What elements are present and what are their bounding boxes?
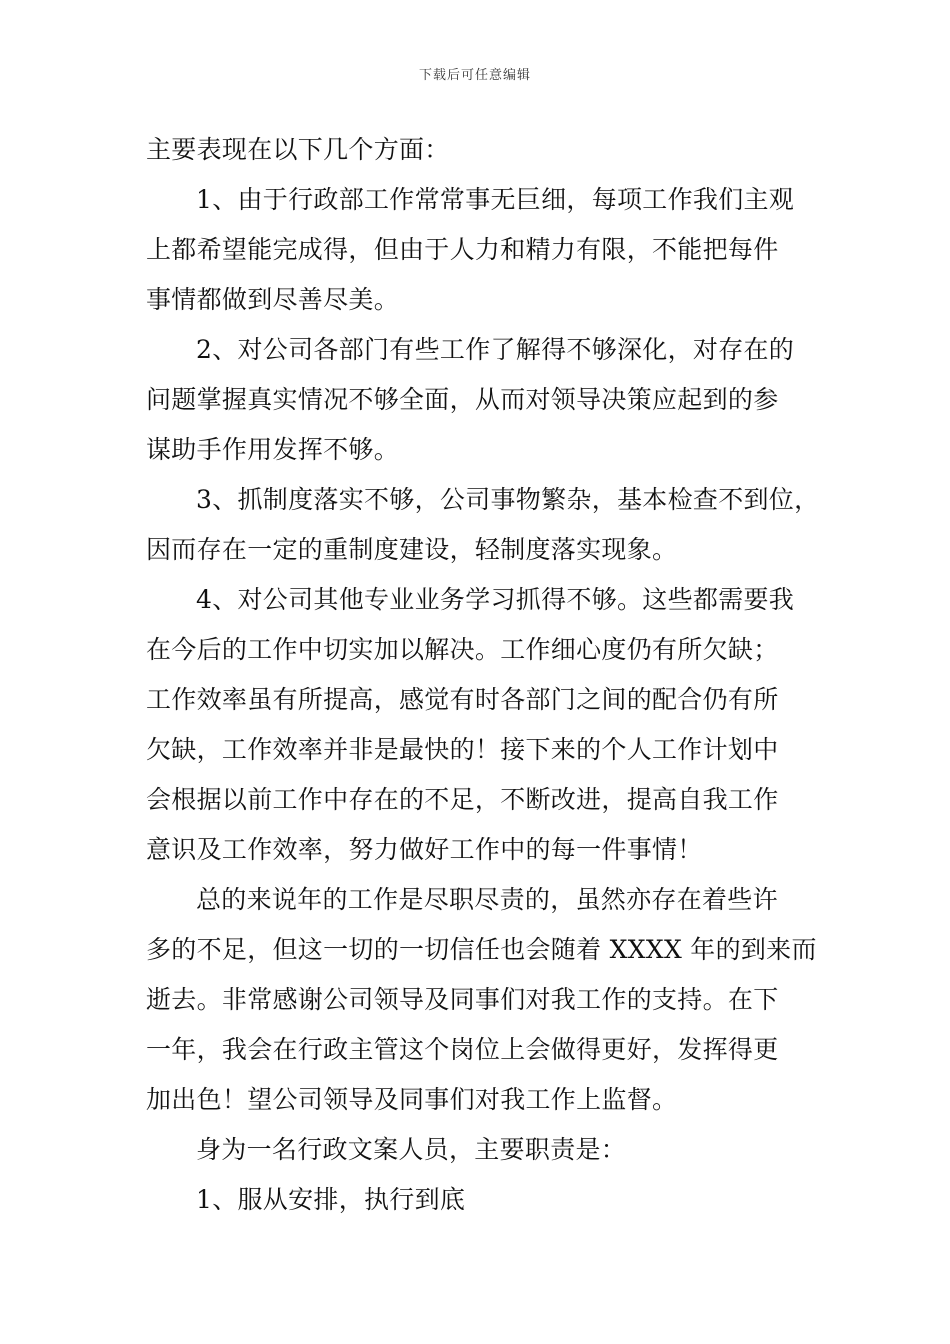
text-line: 在今后的工作中切实加以解决。工作细心度仍有所欠缺； <box>146 635 779 664</box>
text-line: 会根据以前工作中存在的不足，不断改进，提高自我工作 <box>146 785 779 814</box>
text-line: 谋助手作用发挥不够。 <box>146 435 400 464</box>
text-line: 欠缺，工作效率并非是最快的！接下来的个人工作计划中 <box>146 735 779 764</box>
text-line: 身为一名行政文案人员，主要职责是： <box>196 1135 627 1164</box>
text-line: 事情都做到尽善尽美。 <box>146 285 400 314</box>
text-line: 一年，我会在行政主管这个岗位上会做得更好，发挥得更 <box>146 1035 779 1064</box>
text-line: 加出色！望公司领导及同事们对我工作上监督。 <box>146 1085 678 1114</box>
text-line: 意识及工作效率，努力做好工作中的每一件事情！ <box>146 835 703 864</box>
text-line: 2、对公司各部门有些工作了解得不够深化，对存在的 <box>196 335 795 364</box>
text-line: 4、对公司其他专业业务学习抓得不够。这些都需要我 <box>196 585 795 614</box>
text-line: 1、服从安排，执行到底 <box>196 1185 466 1214</box>
text-line: 1、由于行政部工作常常事无巨细，每项工作我们主观 <box>196 185 795 214</box>
text-line: 上都希望能完成得，但由于人力和精力有限，不能把每件 <box>146 235 779 264</box>
text-line: 主要表现在以下几个方面： <box>146 135 450 164</box>
text-line: 因而存在一定的重制度建设，轻制度落实现象。 <box>146 535 678 564</box>
text-line: 逝去。非常感谢公司领导及同事们对我工作的支持。在下 <box>146 985 779 1014</box>
text-line: 多的不足，但这一切的一切信任也会随着 XXXX 年的到来而 <box>146 935 817 964</box>
page-header: 下载后可任意编辑 <box>418 68 531 83</box>
text-line: 问题掌握真实情况不够全面，从而对领导决策应起到的参 <box>146 385 779 414</box>
document-body <box>146 125 824 1225</box>
text-line: 3、抓制度落实不够，公司事物繁杂，基本检查不到位， <box>196 485 820 514</box>
text-line: 工作效率虽有所提高，感觉有时各部门之间的配合仍有所 <box>146 685 779 714</box>
text-line: 总的来说年的工作是尽职尽责的，虽然亦存在着些许 <box>196 885 778 914</box>
